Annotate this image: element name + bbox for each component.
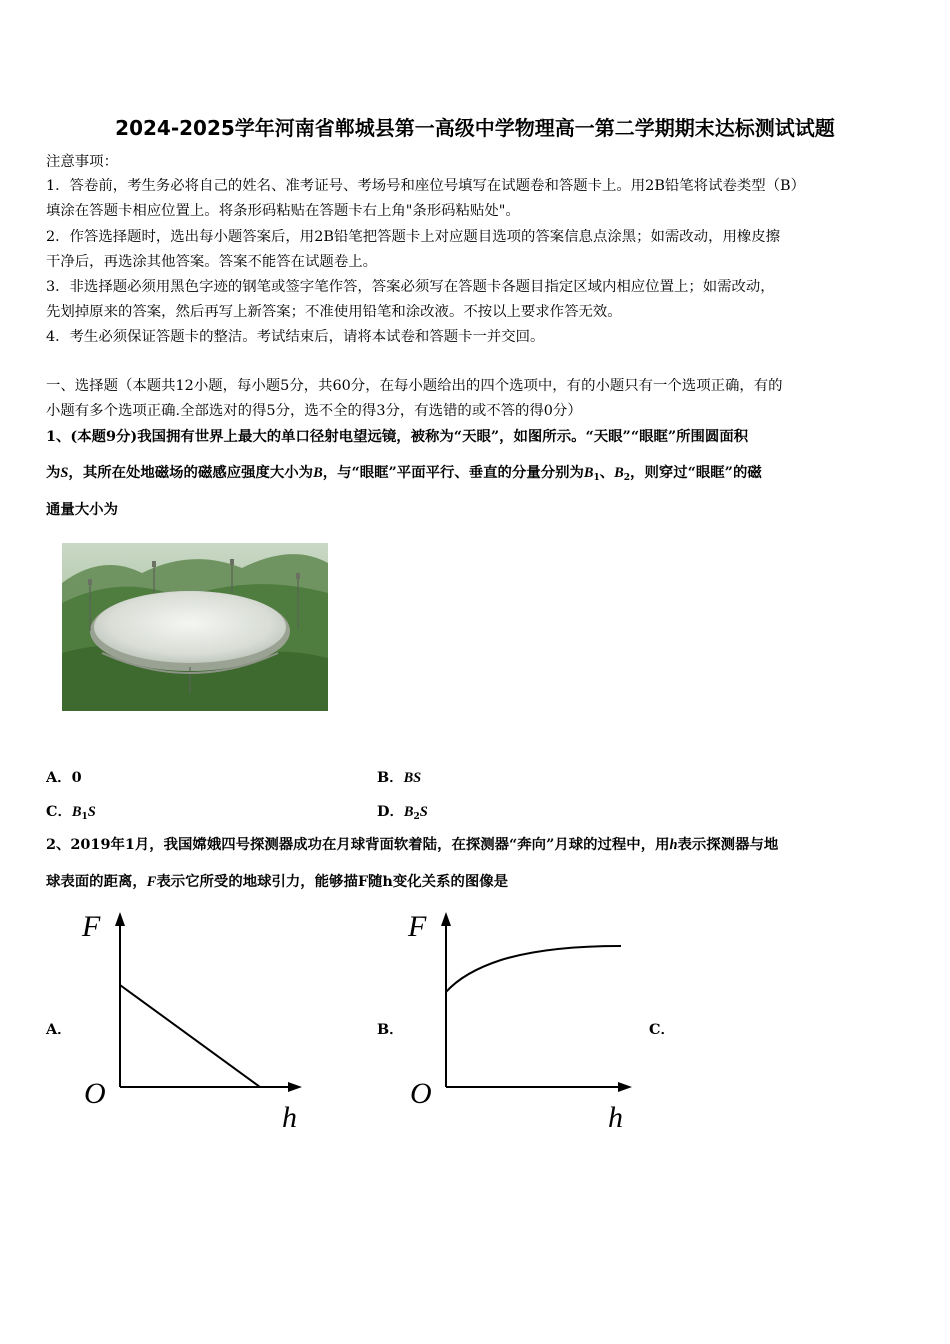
q2-text: 表示探测器与地 [677,836,779,853]
page-title: 2024-2025学年河南省郸城县第一高级中学物理高一第二学期期末达标测试试题 [115,116,835,140]
x-axis-arrow-icon [618,1082,632,1092]
q1-text: ，其所在处地磁场的磁感应强度大小为 [68,464,314,481]
q1-text: 、 [599,464,615,481]
option-d[interactable] [377,800,428,829]
q2-text: 球表面的距离， [46,873,147,890]
option-b[interactable] [377,766,421,790]
option-sub: 1 [81,812,88,822]
section-heading-line: 小题有多个选项正确.全部选对的得5分，选不全的得3分，有选错的或不答的得0分） [46,403,582,419]
q2-option-a-label[interactable]: A． [46,1021,72,1038]
y-axis-arrow-icon [441,912,451,926]
graph-curve [446,946,621,992]
q2-stem-line [46,833,778,857]
notice-line: 干净后，再选涂其他答案。答案不能答在试题卷上。 [46,254,377,270]
y-axis-label: F [408,910,427,943]
notice-line: 2．作答选择题时，选出每小题答案后，用2B铅笔把答题卡上对应题目选项的答案信息点涂黑；如需改动，用橡皮擦 [46,229,781,245]
q1-text: ，与“眼眶”平面平行、垂直的分量分别为 [322,464,584,481]
notice-line: 4．考生必须保证答题卡的整洁。考试结束后，请将本试卷和答题卡一并交回。 [46,329,545,345]
y-axis-arrow-icon [115,912,125,926]
option-value: 0 [71,769,82,786]
q2-var-h: h [669,837,678,853]
q2-var-f: F [146,874,157,890]
q1-sub: 1 [593,473,600,483]
origin-label: O [84,1077,106,1110]
q1-var-b1: B [583,465,594,481]
graph-a [70,900,310,1140]
option-var: B [403,804,414,820]
option-label: C． [46,803,72,820]
q1-var-s: S [60,465,69,481]
telescope-photo [62,543,328,711]
q1-var-b2: B [614,465,624,481]
option-c[interactable] [46,800,96,829]
origin-label: O [410,1077,432,1110]
option-label: D． [377,803,404,820]
option-value: BS [403,770,422,786]
q2-option-c-label[interactable]: C． [649,1021,675,1038]
option-label: A． [46,769,72,786]
y-axis-label: F [82,910,101,943]
notice-line: 填涂在答题卡相应位置上。将条形码粘贴在答题卡右上角"条形码粘贴处"。 [46,203,520,219]
x-axis-arrow-icon [288,1082,302,1092]
notice-line: 1．答卷前，考生务必将自己的姓名、准考证号、考场号和座位号填写在试题卷和答题卡上。用2B铅笔将试卷类型（B） [46,178,805,194]
graph-b [396,900,646,1140]
x-axis-label: h [608,1101,623,1134]
option-var: B [71,804,82,820]
q1-stem-line: 通量大小为 [46,501,118,518]
x-axis-label: h [282,1101,297,1134]
graph-line [120,985,260,1087]
q2-stem-line [46,870,508,894]
notice-heading: 注意事项： [46,154,118,170]
option-var: S [419,804,428,820]
q1-sub: 2 [623,473,631,483]
q2-text: 表示它所受的地球引力，能够描F随h变化关系的图像是 [156,873,509,890]
q2-text: 2、2019年1月，我国嫦娥四号探测器成功在月球背面软着陆，在探测器“奔向”月球的过程中，用 [46,836,670,853]
option-a[interactable] [46,766,82,790]
option-sub: 2 [413,812,420,822]
section-heading-line: 一、选择题（本题共12小题，每小题5分，共60分，在每小题给出的四个选项中，有的小题只有一个选项正确，有的 [46,378,783,394]
notice-line: 3．非选择题必须用黑色字迹的钢笔或签字笔作答，答案必须写在答题卡各题目指定区域内相应位置上；如需改动， [46,279,775,295]
q1-stem-line: 1、(本题9分)我国拥有世界上最大的单口径射电望远镜，被称为“天眼”，如图所示。“天眼”“眼眶”所围圆面积 [46,428,749,445]
q1-var-b: B [313,465,323,481]
telescope-image [62,543,328,711]
q2-option-b-label[interactable]: B． [377,1021,404,1038]
notice-line: 先划掉原来的答案，然后再写上新答案；不准使用铅笔和涂改液。不按以上要求作答无效。 [46,304,622,320]
q1-text: ，则穿过“眼眶”的磁 [630,464,762,481]
q1-text: 为 [46,464,61,481]
option-var: S [87,804,96,820]
q1-stem-line [46,461,762,490]
option-label: B． [377,769,404,786]
